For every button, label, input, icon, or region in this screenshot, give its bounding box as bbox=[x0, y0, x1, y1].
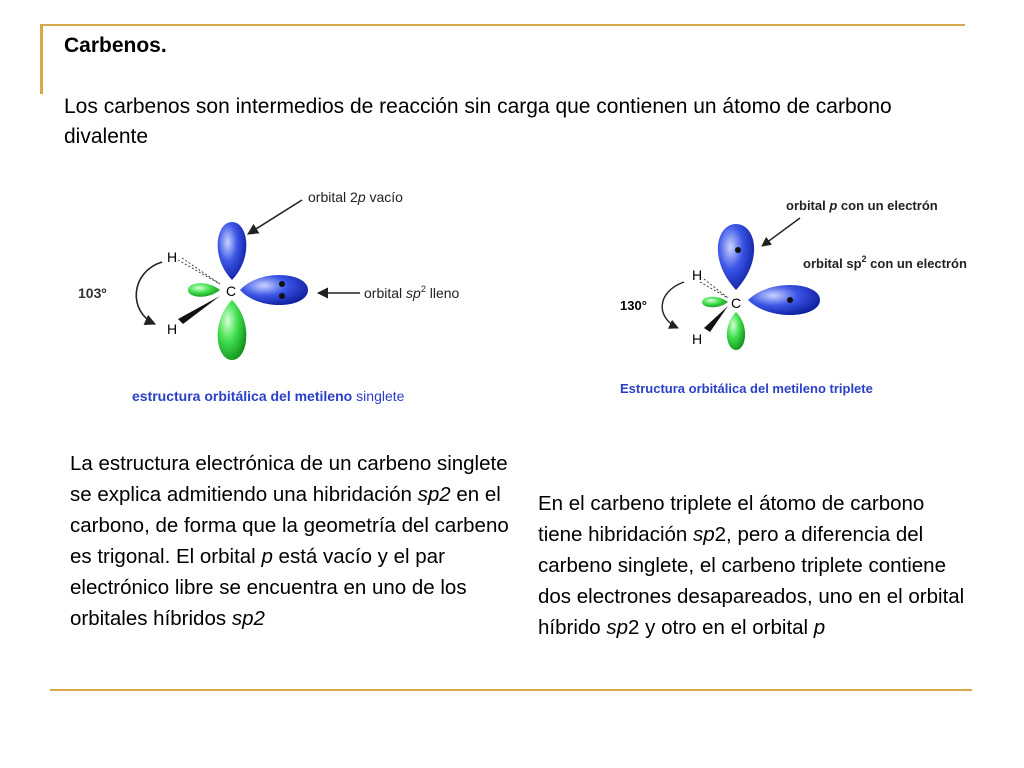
p-lobe-bottom-triplet bbox=[727, 312, 745, 350]
left-accent-rule bbox=[40, 24, 43, 94]
singlet-orbital-diagram bbox=[70, 172, 520, 407]
atom-h-top-triplet: H bbox=[692, 267, 703, 283]
bottom-accent-rule bbox=[50, 689, 972, 691]
label-sp2-electron: orbital $sp^2$ con un electrón bbox=[803, 254, 967, 271]
label-empty-p: orbital 2p vacío bbox=[308, 189, 403, 205]
angle-label-triplet: 130° bbox=[620, 298, 647, 313]
angle-arc-triplet bbox=[662, 282, 684, 328]
atom-h-top: H bbox=[167, 249, 178, 265]
singlet-explanation: La estructura electrónica de un carbeno singlete se explica admitiendo una hibridación sp2 en el carbono, de forma que la geometría del carbeno es trigonal. El orbital p está vacío y el par electrónico libre se encuentra en uno de los orbitales híbridos sp2 bbox=[70, 452, 509, 630]
angle-label: 103º bbox=[78, 285, 107, 301]
p-lobe-bottom bbox=[218, 300, 247, 360]
label-p-electron: orbital p con un electrón bbox=[786, 198, 938, 213]
triplet-explanation: En el carbeno triplete el átomo de carbono tiene hibridación sp2, pero a diferencia del carbeno singlete, el carbeno triplete contiene dos electrones desapareados, uno en el orbital híbrido sp2 y otro en el orbital p bbox=[538, 492, 965, 639]
atom-c: C bbox=[226, 283, 237, 299]
wedge-bond-h-bottom bbox=[178, 296, 220, 324]
empty-p-lobe-top bbox=[218, 222, 247, 280]
wedge-bond-h-bottom-triplet bbox=[704, 306, 728, 332]
label-sp2-filled: orbital $sp^2$ lleno bbox=[364, 284, 460, 301]
sp2-filled-lobe bbox=[240, 275, 308, 305]
atom-h-bottom: H bbox=[167, 321, 178, 337]
top-accent-rule bbox=[40, 24, 965, 26]
sp2-back-lobe bbox=[188, 283, 220, 297]
arrow-p-electron bbox=[762, 218, 800, 246]
caption-triplet: Estructura orbitálica del metileno triplete bbox=[620, 381, 873, 396]
atom-c-triplet: C bbox=[731, 295, 742, 311]
sp2-lobe-right bbox=[748, 285, 820, 315]
hashed-bond-h-top-triplet bbox=[700, 279, 728, 298]
slide-title: Carbenos. bbox=[64, 34, 167, 57]
sp2-back-lobe-triplet bbox=[702, 297, 728, 308]
angle-arc bbox=[136, 262, 162, 324]
arrow-empty-p bbox=[248, 200, 302, 234]
hashed-bond-h-top bbox=[178, 258, 220, 284]
intro-text: Los carbenos son intermedios de reacción sin carga que contienen un átomo de carbono divalente bbox=[64, 95, 892, 148]
triplet-orbital-diagram bbox=[600, 180, 1020, 405]
atom-h-bottom-triplet: H bbox=[692, 331, 703, 347]
p-lobe-top bbox=[718, 224, 754, 290]
caption-singlet: estructura orbitálica del metileno singlete bbox=[132, 388, 405, 404]
